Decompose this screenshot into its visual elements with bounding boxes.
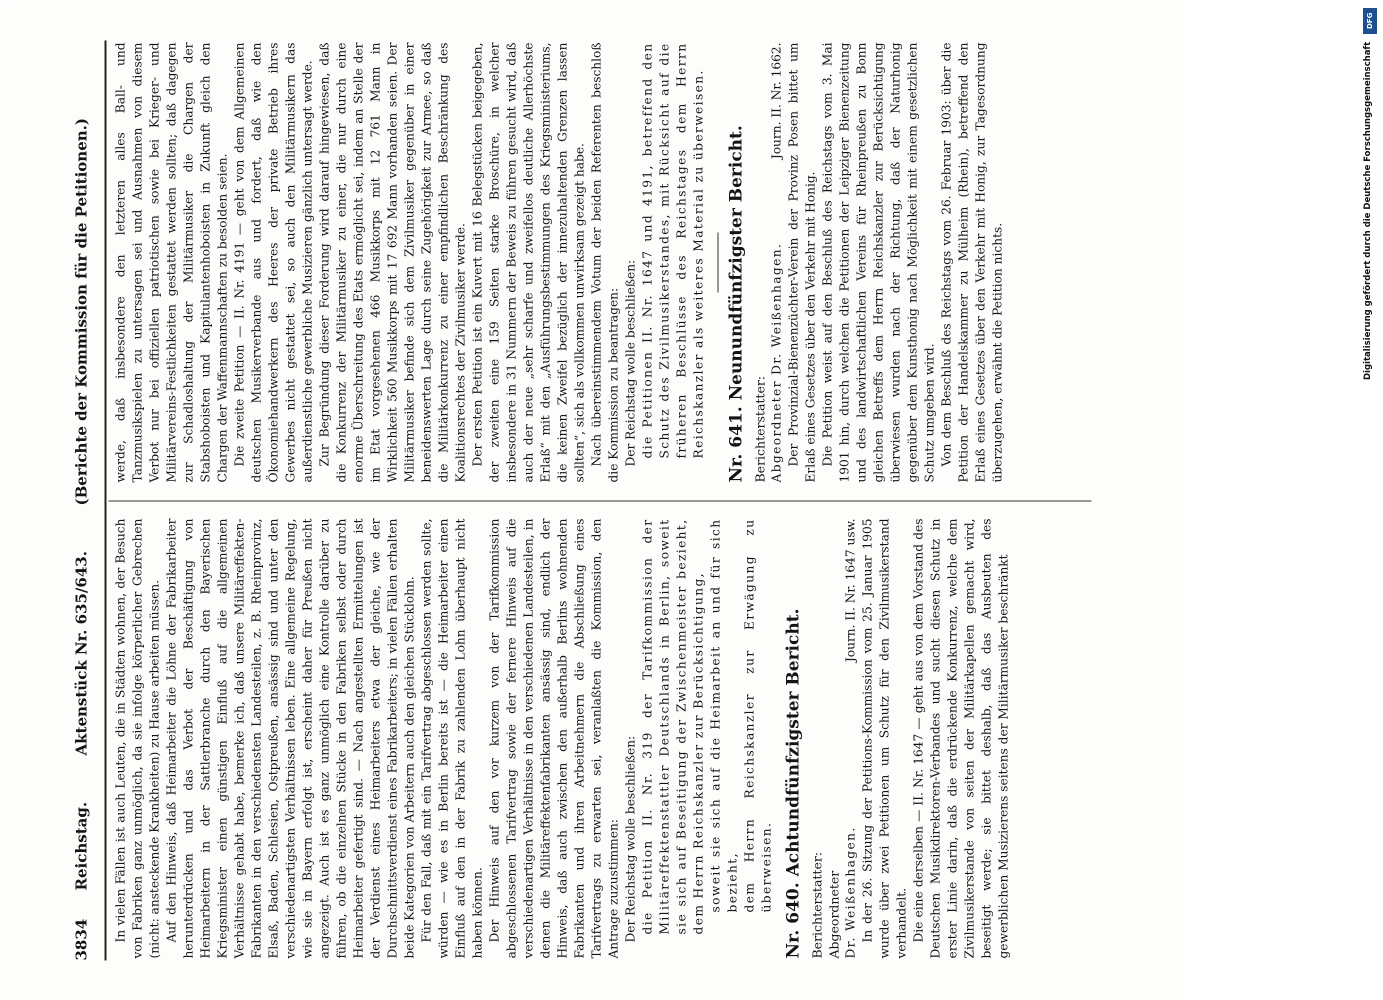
reporter-row xyxy=(842,518,859,958)
paragraph: Für den Fall, daß mit ein Tarifvertrag abgeschlossen werden sollte, würden — wie es in Berlin bereits ist — die Heimarbeiter einen Einfluß auf den in der Fabrik zu zahlenden Lohn überhaupt nicht haben können. xyxy=(419,518,484,958)
page-header xyxy=(72,40,98,960)
publication-title: Reichstag. xyxy=(72,801,90,890)
page-number: 3834 xyxy=(72,918,90,960)
paragraph: Der ersten Petition ist ein Kuvert mit 16 Belegstücken beigegeben, der zweiten eine 159 Seiten starke Broschüre, in welcher insbesondere in 31 Nummern der Beweis zu führen gesucht wird, daß auch der neue „sehr scharfe und zweifellos deutliche Allerhöchste Erlaß“ mit den „Ausführungsbestimmungen des Kriegsministeriums, die keinen Zweifel bezüglich der innezuhaltenden Grenzen lassen sollten“, sich als vollkommen unwirksam gezeigt habe. xyxy=(470,42,586,482)
reporter-name: Dr. Weißenhagen. xyxy=(843,825,857,958)
motion-text: die Petitionen II. Nr. 1647 und 4191, betreffend den Schutz des Zivilmusikerstandes, mit Rücksicht auf die früheren Beschlüsse des Reichstages dem Herrn Reichskanzler als weiteres Material zu überweisen. xyxy=(640,42,705,458)
paragraph: In der 26. Sitzung der Petitions-Kommission vom 25. Januar 1905 wurde über zwei Petitionen um Schutz für den Zivilmusikerstand verhandelt. xyxy=(860,518,908,958)
report-heading: Nr. 641. Neunundfünfzigster Bericht. xyxy=(726,124,746,482)
report-heading: Nr. 640. Achtundfünfzigster Bericht. xyxy=(783,608,803,958)
paragraph: Der Provinzial-Bienenzüchter-Verein der Provinz Posen bittet um Erlaß eines Gesetzes über den Verkehr mit Honig. xyxy=(786,42,817,482)
paragraph: Die Petition weist auf den Beschluß des Reichstags vom 3. Mai 1901 hin, durch welchen die Petitionen der Leipziger Bienenzeitung und des landwirtschaftlichen Vereins für Rheinpreußen zu Bonn gleichen Betreffs dem Herrn Reichskanzler zur Berücksichtigung überwiesen wurden nach der Richtung, daß der Naturhonig gegenüber dem Kunsthonig nach Möglichkeit mit einem gesetzlichen Schutz umgeben wird. xyxy=(820,42,936,482)
paragraph: Auf den Hinweis, daß Heimarbeiter die Löhne der Fabrikarbeiter herunterdrücken und das Verbot der Beschäftigung von Heimarbeitern in der Sattlerbranche durch den Bayerischen Kriegsminister einen günstigen Einfluß auf die allgemeinen Verhältnisse gehabt habe, bemerke ich, daß unsere Militäreffekten-Fabrikanten in den verschiedensten Landesteilen, z. B. Rheinprovinz, Elsaß, Baden, Schlesien, Ostpreußen, ansässig sind und unter den verschiedenartigsten Verhältnissen leben. Eine allgemeine Regelung, wie sie in Bayern erfolgt ist, erscheint daher für Preußen nicht angezeigt. Auch ist es ganz unmöglich eine Kontrolle darüber zu führen, ob die einzelnen Stücke in den Fabriken selbst oder durch Heimarbeiter gefertigt sind. — Nach angestellten Ermittelungen ist der Verdienst eines Heimarbeiters etwa der gleiche, wie der Durchschnittsverdienst eines Fabrikarbeiters; in vielen Fällen erhalten beide Kategorien von Arbeitern auch den gleichen Stücklohn. xyxy=(164,518,416,958)
motion-text: dem Herrn Reichskanzler zur Erwägung zu überweisen. xyxy=(742,518,773,912)
paragraph: werde, daß insbesondere den letzteren alles Ball- und Tanzmusikspielen zu untersagen sei und Ausnahmen von diesem Verbot nur bei offiziellen patriotischen sowie bei Krieger- und Militärvereins-Festlichkeiten gestattet werden sollten; daß dagegen zur Schadloshaltung der Militärmusiker die Chargen der Stabshoboisten und Kapitulantenhoboisten in Zukunft gleich den Chargen der Waffenmannschaften zu besolden seien. xyxy=(113,42,229,482)
left-column xyxy=(112,518,1012,958)
dfg-logo-icon: DFG xyxy=(1363,8,1377,34)
paragraph: Die eine derselben — II. Nr. 1647 — geht aus von dem Vorstand des Deutschen Musikdirektoren-Verbandes und sucht diesen Schutz in erster Linie darin, daß die erdrückende Konkurrenz, welche dem Zivilmusikerstande von seiten der Militärkapellen gemacht wird, beseitigt werde; sie bittet deshalb, daß das Ausbeuten des gewerblichen Musizierens seitens der Militärmusiker beschränkt xyxy=(911,518,1010,958)
paragraph: Die zweite Petition — II. Nr. 4191 — geht von dem Allgemeinen deutschen Musikerverbande aus und fordert, daß wie den Ökonomiehandwerkern des Heeres der private Betrieb ihres Gewerbes nicht gestattet sei, so auch den Militärmusikern das außerdienstliche gewerbliche Musizieren gänzlich untersagt werde. xyxy=(232,42,314,482)
motion-text: die Petition II. Nr. 319 der Tarifkommission der Militäreffektenstattler Deutschlands in Berlin, soweit sie sich auf Beseitigung der Zwischenmeister bezieht, dem Herrn Reichskanzler zur Berücksichtigung, xyxy=(640,518,705,934)
journal-reference: Journ. II. Nr. 1662. xyxy=(769,42,783,159)
journal-reference: Journ. II. Nr. 1647 usw. xyxy=(843,518,857,662)
reporter-name: Abgeordneter Dr. Weißenhagen. xyxy=(769,242,783,482)
paragraph: Der Hinweis auf den vor kurzem von der Tarifkommission abgeschlossenen Tarifvertrag sowie der fernere Hinweis auf die verschiedenartigen Verhältnisse in den verschiedenen Landesteilen, in denen die Militäreffektenfabrikanten ansässig sind, endlich der Hinweis, daß auch zwischen den außerhalb Berlins wohnenden Fabrikanten und ihren Arbeitnehmern die Abschließung eines Tarifvertrags zu erwarten sei, veranlaßten die Kommission, den Antrage zuzustimmen: xyxy=(487,518,620,958)
document-title: Aktenstück Nr. 635/643. xyxy=(72,550,90,755)
funding-notice xyxy=(1363,8,1377,998)
motion-intro: Der Reichstag wolle beschließen: xyxy=(623,735,637,942)
section-divider xyxy=(717,232,718,292)
paragraph: In vielen Fällen ist auch Leuten, die in Städten wohnen, der Besuch von Fabriken ganz unmöglich, da sie infolge körperlicher Gebrechen (nicht: ansteckende Krankheiten) zu Hause arbeiten müssen. xyxy=(113,518,161,958)
motion-text: soweit sie sich auf die Heimarbeit an und für sich bezieht, xyxy=(708,518,739,912)
header-rule xyxy=(104,40,106,960)
funding-notice-text: Digitalisierung gefördert durch die Deutsche Forschungsgemeinschaft xyxy=(1363,42,1373,381)
right-column xyxy=(112,42,1006,482)
paragraph: Zur Begründung dieser Forderung wird darauf hingewiesen, daß die Konkurrenz der Militärmusiker zu einer, die nur durch eine enorme Überschreitung des Etats ermöglicht sei, indem an Stelle der im Etat vorgesehenen 466 Musikkorps mit 12 761 Mann in Wirklichkeit 560 Musikkorps mit 17 692 Mann vorhanden seien. Der Militärmusiker befinde sich dem Zivilmusiker gegenüber in einer beneidenswerten Lage durch seine Zugehörigkeit zur Armee, so daß die Militärkonkurrenz zu einer empfindlichen Beschränkung des Koalitionsrechtes der Zivilmusiker werde. xyxy=(317,42,467,482)
paragraph: Von dem Beschluß des Reichstags vom 26. Februar 1903: über die Petition der Handelskammer zu Mülheim (Rhein), betreffend den Erlaß eines Gesetzes über den Verkehr mit Honig, zur Tagesordnung überzugehen, erwähnt die Petition nichts. xyxy=(939,42,1004,482)
column-divider xyxy=(108,500,1091,501)
paragraph: Nach übereinstimmendem Votum der beiden Referenten beschloß die Kommission zu beantragen: xyxy=(589,42,620,482)
reporter-row xyxy=(768,42,785,482)
motion-intro: Der Reichstag wolle beschließen: xyxy=(623,259,637,466)
reporter-label: Berichterstatter: xyxy=(809,851,824,958)
reporter-title: Abgeordneter xyxy=(826,870,841,958)
reporter-label: Berichterstatter: xyxy=(752,375,767,482)
section-title: (Berichte der Kommission für die Petitionen.) xyxy=(72,117,90,505)
